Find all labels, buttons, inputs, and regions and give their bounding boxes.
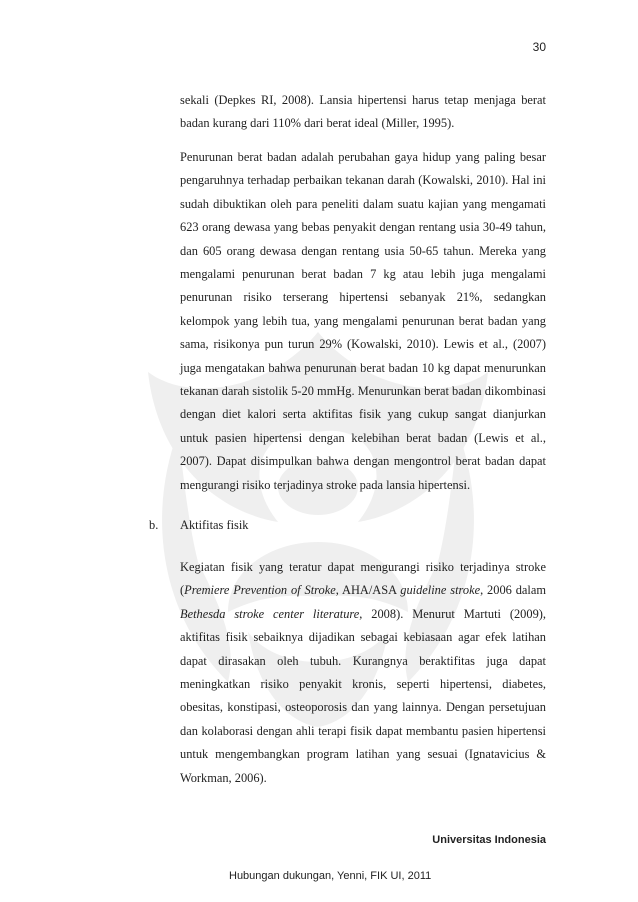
p3-italic-2: guideline stroke	[400, 583, 481, 598]
paragraph-2	[180, 146, 546, 497]
section-label: b.	[149, 518, 159, 532]
paragraph-1	[180, 89, 546, 136]
p3-italic-3: Bethesda stroke center literature	[180, 606, 360, 621]
p3-italic-1: Premiere Prevention of Stroke	[184, 583, 336, 598]
section-heading-b	[149, 514, 249, 537]
paragraph-1-text: sekali (Depkes RI, 2008). Lansia hipertensi harus tetap menjaga berat badan kurang dari 110% dari berat ideal (Miller, 1995).	[180, 93, 546, 131]
paragraph-3	[180, 556, 546, 790]
section-title: Aktifitas fisik	[180, 518, 249, 532]
footer-credit: Hubungan dukungan, Yenni, FIK UI, 2011	[229, 870, 432, 882]
p3-segment-3: , 2006 dalam	[480, 583, 546, 598]
p3-segment-2: , AHA/ASA	[335, 583, 401, 598]
paragraph-2-text: Penurunan berat badan adalah perubahan gaya hidup yang paling besar pengaruhnya terhadap perbaikan tekanan darah (Kowalski, 2010). Hal ini sudah dibuktikan oleh para peneliti dalam suatu kajian yang mengamati 623 orang dewasa yang bebas penyakit dengan rentang usia 30-49 tahun, dan 605 orang dewasa dengan rentang usia 50-65 tahun. Mereka yang mengalami penurunan berat badan 7 kg atau lebih juga mengalami penurunan risiko terserang hipertensi sebanyak 21%, sedangkan kelompok yang lebih tua, yang mengalami penurunan berat badan yang sama, risikonya pun turun 29% (Kowalski, 2010). Lewis et al., (2007) juga mengatakan bahwa penurunan berat badan 10 kg dapat menurunkan tekanan darah sistolik 5-20 mmHg. Menurunkan berat badan dikombinasi dengan diet kalori serta aktifitas fisik yang cukup sangat dianjurkan untuk pasien hipertensi dengan kelebihan berat badan (Lewis et al., 2007). Dapat disimpulkan bahwa dengan mengontrol berat badan dapat mengurangi risiko terjadinya stroke pada lansia hipertensi.	[180, 150, 546, 492]
page-number: 30	[532, 40, 546, 54]
paragraph-3-text	[180, 556, 546, 790]
p3-segment-1: Kegiatan fisik yang teratur dapat mengurangi risiko terjadinya stroke (	[180, 560, 546, 598]
p3-segment-4: , 2008). Menurut Martuti (2009), aktifitas fisik sebaiknya dijadikan sebagai kebiasaan agar efek latihan dapat dirasakan oleh tubuh. Kurangnya beraktifitas juga dapat meningkatkan risiko penyakit kronis, seperti hipertensi, diabetes, obesitas, konstipasi, osteoporosis dan yang lainnya. Dengan persetujuan dan kolaborasi dengan ahli terapi fisik dapat membantu pasien hipertensi untuk mengembangkan program latihan yang sesuai (Ignatavicius & Workman, 2006).	[180, 606, 546, 785]
footer-institution: Universitas Indonesia	[432, 834, 546, 846]
